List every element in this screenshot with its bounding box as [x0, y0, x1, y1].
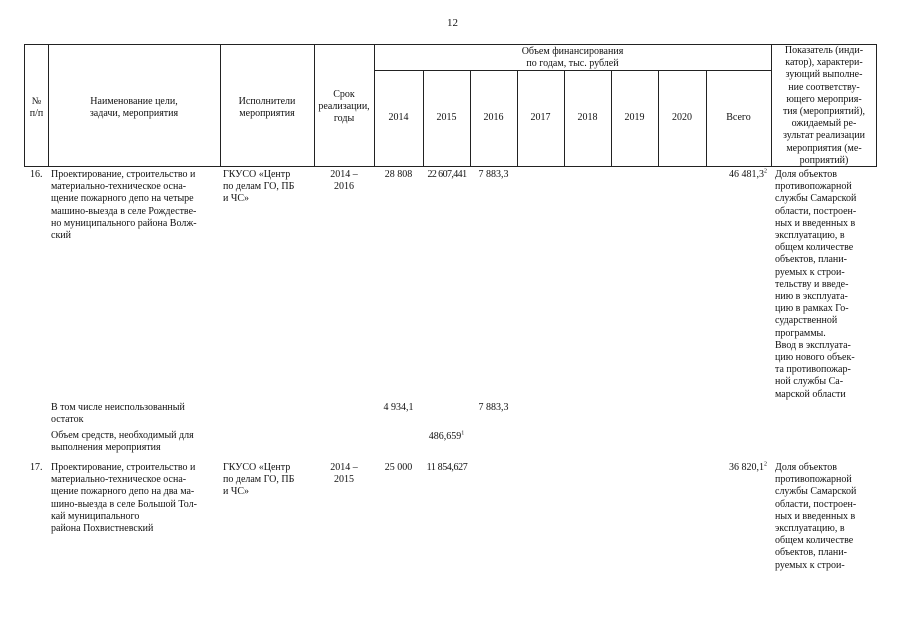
header-year-2019: 2019	[624, 112, 645, 123]
row17-name: Проектирование, строительство и материально-техническое осна- щение пожарного депо на два ма- шино-выезда в селе Большой Тол- кай муниципального района Похвистневский	[51, 462, 197, 535]
row17-term: 2014 – 2015	[330, 462, 358, 486]
table-top-border	[24, 44, 877, 45]
page-number: 12	[447, 17, 458, 29]
header-bottom-border	[24, 166, 877, 167]
row17-indicator: Доля объектов противопожарной службы Самарской области, построен- ных и введенных в эксплуатацию, в общем количестве объектов, плани- руемых к строи-	[775, 462, 857, 571]
header-year-2015: 2015	[436, 112, 457, 123]
row16-name: Проектирование, строительство и материально-техническое осна- щение пожарного депо на четыре машино-выезда в селе Рождестве- но муниципального района Волж- ский	[51, 169, 197, 242]
row16-unused-balance-label: В том числе неиспользованный остаток	[51, 402, 185, 426]
header-year-2016: 2016	[483, 112, 504, 123]
row16-2014: 28 808	[384, 169, 413, 180]
row16-unused-balance-2014: 4 934,1	[383, 402, 414, 413]
row16-executor: ГКУСО «Центр по делам ГО, ПБ и ЧС»	[223, 169, 295, 205]
row16-required-funds-2015: 486,659$^1$	[428, 430, 465, 442]
row16-required-funds-label: Объем средств, необходимый для выполнения мероприятия	[51, 430, 194, 454]
row17-2015: 11 854,627	[426, 462, 468, 473]
row16-2016: 7 883,3	[478, 169, 509, 180]
header-year-2017: 2017	[530, 112, 551, 123]
row16-indicator: Доля объектов противопожарной службы Самарской области, построен- ных и введенных в эксплуатацию, в общем количестве объектов, плани- руемых к строи- тельству и введе- нию в эксплуата- цию в рамках Го- сударственной программы. Ввод в эксплуата- цию нового объек- та противопожар- ной службы Са- марской области	[775, 169, 857, 400]
header-funding: Объем финансирования по годам, тыс. рублей	[521, 46, 624, 70]
row17-executor: ГКУСО «Центр по делам ГО, ПБ и ЧС»	[223, 462, 295, 498]
header-name: Наименование цели, задачи, мероприятия	[89, 96, 179, 120]
header-year-2014: 2014	[388, 112, 409, 123]
header-indicator: Показатель (инди- катор), характери- зующий выполне- ние соответству- ющего мероприя- тия (мероприятий), ожидаемый ре- зультат реализации мероприятия (ме- роприятий)	[782, 45, 866, 166]
row17-2014: 25 000	[384, 462, 413, 473]
header-num: № п/п	[29, 96, 44, 120]
row16-term: 2014 – 2016	[330, 169, 358, 193]
row17-num: 17.	[30, 462, 43, 473]
row16-2015: 22 607,441	[427, 169, 467, 180]
header-term: Срок реализации, годы	[318, 89, 370, 125]
row16-total: 46 481,3$^2$	[729, 168, 767, 180]
header-total: Всего	[726, 112, 751, 123]
row16-unused-balance-2016: 7 883,3	[478, 402, 509, 413]
row17-total: 36 820,1$^2$	[729, 461, 767, 473]
row16-num: 16.	[30, 169, 43, 180]
header-year-2018: 2018	[577, 112, 598, 123]
header-executor: Исполнители мероприятия	[238, 96, 296, 120]
header-year-2020: 2020	[672, 112, 692, 123]
